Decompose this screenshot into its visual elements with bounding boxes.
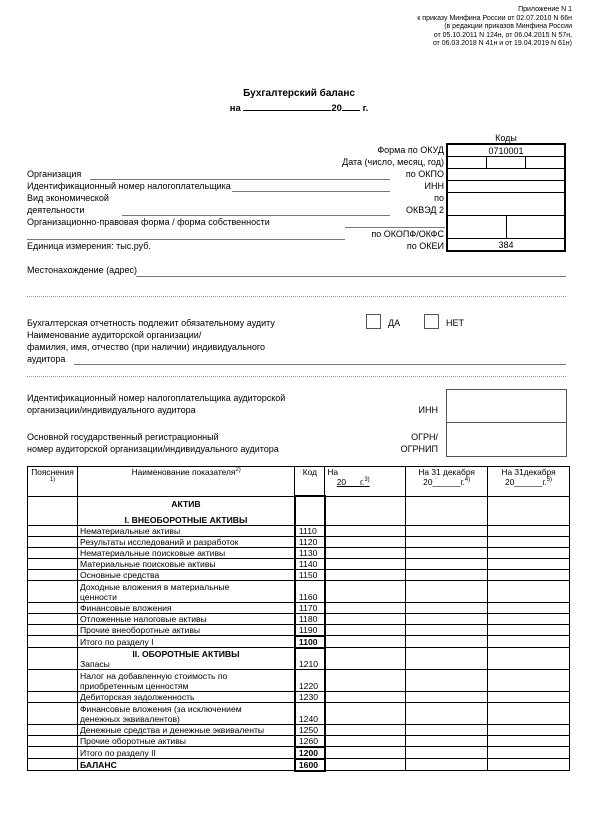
okopf-divider	[345, 227, 445, 228]
value-cell[interactable]	[488, 624, 570, 636]
col-period3-header: На 31декабря 20______г.$^{5)}$	[488, 467, 570, 497]
row-name: Прочие оборотные активы	[77, 735, 294, 747]
address-field-2[interactable]	[27, 296, 566, 297]
value-cell[interactable]	[406, 580, 488, 602]
value-cell[interactable]	[325, 558, 406, 569]
value-cell[interactable]	[325, 669, 406, 691]
row-code: 1150	[295, 569, 325, 580]
okud-code: 0710001	[447, 144, 565, 157]
okopf-cell[interactable]	[448, 216, 507, 238]
table-row-total	[28, 747, 570, 759]
value-cell[interactable]	[488, 558, 570, 569]
taxpayer-id-label: Идентификационный номер налогоплательщика	[27, 181, 231, 191]
col-notes-header: Пояснения $^{1)}$	[28, 467, 78, 497]
value-cell[interactable]	[325, 624, 406, 636]
table-row	[28, 735, 570, 747]
report-date-line	[0, 101, 598, 114]
value-cell[interactable]	[488, 724, 570, 735]
value-cell[interactable]	[406, 735, 488, 747]
value-cell[interactable]	[488, 580, 570, 602]
row-code: 1230	[295, 691, 325, 702]
row-code: 1160	[295, 580, 325, 602]
value-cell[interactable]	[406, 636, 488, 648]
value-cell[interactable]	[488, 702, 570, 724]
appendix-line: от 06.03.2018 N 41н и от 19.04.2019 N 61н)	[432, 40, 572, 48]
value-cell[interactable]	[325, 547, 406, 558]
appendix-line: к приказу Минфина России от 02.07.2010 N 66н	[417, 14, 572, 22]
col-period2-header: На 31 декабря 20______г.$^{4)}$	[406, 467, 488, 497]
value-cell[interactable]	[325, 735, 406, 747]
value-cell[interactable]	[488, 602, 570, 613]
table-row	[28, 580, 570, 602]
activity-label-2: деятельности	[27, 205, 85, 215]
value-cell[interactable]	[325, 569, 406, 580]
table-row	[28, 691, 570, 702]
row-name: Материальные поисковые активы	[77, 558, 294, 569]
auditor-inn-label-1: Идентификационный номер налогоплательщика аудиторской	[27, 393, 286, 403]
row-code: 1200	[295, 747, 325, 759]
date-day-month-field[interactable]	[243, 101, 331, 111]
table-row	[28, 648, 570, 659]
organization-field[interactable]	[90, 179, 390, 180]
value-cell[interactable]	[406, 669, 488, 691]
inn-cell[interactable]	[447, 181, 565, 193]
value-cell[interactable]	[325, 536, 406, 547]
row-code: 1110	[295, 525, 325, 536]
value-cell[interactable]	[325, 759, 406, 771]
row-name: Дебиторская задолженность	[77, 691, 294, 702]
section-active: АКТИВ	[77, 496, 294, 511]
row-name: Денежные средства и денежные эквиваленты	[77, 724, 294, 735]
activity-field[interactable]	[122, 215, 390, 216]
row-code: 1600	[295, 759, 325, 771]
value-cell[interactable]	[488, 747, 570, 759]
value-cell[interactable]	[325, 659, 406, 670]
audit-yes-label: ДА	[388, 318, 401, 328]
okpo-label: по ОКПО	[405, 169, 444, 179]
row-code: 1210	[295, 659, 325, 670]
table-row	[28, 669, 570, 691]
okved-label-2: ОКВЭД 2	[405, 205, 444, 215]
audit-yes-checkbox[interactable]	[366, 314, 381, 329]
value-cell[interactable]	[488, 569, 570, 580]
address-field[interactable]	[136, 276, 566, 277]
appendix-line: Приложение N 1	[518, 6, 572, 13]
activity-label-1: Вид экономической	[27, 193, 109, 203]
appendix-line: от 05.10.2011 N 124н, от 06.04.2015 N 57н,	[433, 31, 572, 39]
table-row	[28, 659, 570, 670]
value-cell[interactable]	[406, 536, 488, 547]
taxpayer-id-field[interactable]	[232, 191, 390, 192]
table-row	[28, 525, 570, 536]
okpo-cell[interactable]	[447, 169, 565, 181]
table-row	[28, 624, 570, 636]
col-period1-header: На 20 г.$^{3)}$	[325, 467, 406, 497]
date-label: Дата (число, месяц, год)	[342, 157, 444, 167]
audit-label: Бухгалтерская отчетность подлежит обязательному аудиту	[27, 318, 275, 328]
value-cell[interactable]	[406, 547, 488, 558]
date-day-cell[interactable]	[448, 157, 487, 168]
organization-label: Организация	[27, 169, 82, 179]
okved-cell[interactable]	[447, 193, 565, 216]
auditor-name-field-2[interactable]	[27, 376, 566, 377]
row-name: Отложенные налоговые активы	[77, 613, 294, 624]
value-cell[interactable]	[488, 669, 570, 691]
auditor-inn-cell[interactable]	[447, 390, 566, 423]
row-code: 1120	[295, 536, 325, 547]
row-name: Основные средства	[77, 569, 294, 580]
row-code: 1180	[295, 613, 325, 624]
codes-table	[446, 132, 566, 252]
auditor-name-label-2: фамилия, имя, отчество (при наличии) индивидуального	[27, 342, 265, 352]
date-month-cell[interactable]	[487, 157, 526, 168]
row-code: 1240	[295, 702, 325, 724]
row-name: Налог на добавленную стоимость по приобретенным ценностям	[77, 669, 294, 691]
date-suffix: г.	[362, 103, 369, 114]
auditor-inn-code-label: ИНН	[418, 405, 438, 415]
ogrn-cell[interactable]	[447, 423, 566, 456]
value-cell[interactable]	[406, 724, 488, 735]
table-row	[28, 702, 570, 724]
value-cell[interactable]	[406, 525, 488, 536]
row-code: 1220	[295, 669, 325, 691]
ogrn-label-1: Основной государственный регистрационный	[27, 432, 219, 442]
address-label: Местонахождение (адрес)	[27, 265, 137, 275]
value-cell[interactable]	[406, 747, 488, 759]
date-year-prefix: 20	[331, 103, 342, 114]
okei-code: 384	[447, 239, 565, 252]
section-row	[28, 496, 570, 511]
row-code: 1170	[295, 602, 325, 613]
value-cell[interactable]	[325, 747, 406, 759]
table-row-balance	[28, 759, 570, 771]
value-cell[interactable]	[488, 536, 570, 547]
row-code: 1250	[295, 724, 325, 735]
okud-label: Форма по ОКУД	[377, 145, 444, 155]
ogrn-label-2: номер аудиторской организации/индивидуального аудитора	[27, 444, 279, 454]
value-cell[interactable]	[325, 691, 406, 702]
row-code: 1140	[295, 558, 325, 569]
value-cell[interactable]	[488, 759, 570, 771]
auditor-name-field[interactable]	[74, 364, 566, 365]
table-row-total	[28, 636, 570, 648]
auditor-name-label-3: аудитора	[27, 354, 66, 364]
value-cell[interactable]	[488, 636, 570, 648]
appendix-line: (в редакции приказов Минфина России	[444, 23, 572, 31]
value-cell[interactable]	[406, 624, 488, 636]
okfs-cell[interactable]	[507, 216, 565, 238]
value-cell[interactable]	[325, 613, 406, 624]
row-name: Нематериальные активы	[77, 525, 294, 536]
table-row	[28, 613, 570, 624]
value-cell[interactable]	[406, 702, 488, 724]
date-year-cell[interactable]	[526, 157, 564, 168]
row-name: Доходные вложения в материальные ценности	[77, 580, 294, 602]
row-code: 1260	[295, 735, 325, 747]
value-cell[interactable]	[406, 602, 488, 613]
okei-label: по ОКЕИ	[406, 241, 444, 251]
table-header-row	[28, 467, 570, 497]
col-code-header: Код	[295, 467, 325, 497]
unit-label: Единица измерения: тыс.руб.	[27, 241, 151, 251]
value-cell[interactable]	[325, 525, 406, 536]
value-cell[interactable]	[488, 691, 570, 702]
row-name: БАЛАНС	[77, 759, 294, 771]
value-cell[interactable]	[488, 735, 570, 747]
row-name: Нематериальные поисковые активы	[77, 547, 294, 558]
date-year-field[interactable]	[342, 101, 360, 111]
value-cell[interactable]	[406, 613, 488, 624]
value-cell[interactable]	[488, 613, 570, 624]
value-cell[interactable]	[406, 659, 488, 670]
auditor-name-label-1: Наименование аудиторской организации/	[27, 330, 202, 340]
value-cell[interactable]	[488, 659, 570, 670]
value-cell[interactable]	[325, 580, 406, 602]
audit-no-label: НЕТ	[446, 318, 464, 328]
section-2-title: II. ОБОРОТНЫЕ АКТИВЫ	[77, 648, 294, 659]
legal-form-field[interactable]	[27, 239, 345, 240]
okopf-label: по ОКОПФ/ОКФС	[371, 229, 444, 239]
appendix-note	[272, 6, 572, 49]
table-row	[28, 547, 570, 558]
balance-table	[27, 466, 570, 772]
codes-header: Коды	[447, 132, 565, 144]
okved-label-1: по	[434, 193, 444, 203]
table-row	[28, 724, 570, 735]
row-name: Итого по разделу II	[77, 747, 294, 759]
ogrn-code-label-2: ОГРНИП	[400, 444, 438, 454]
table-row	[28, 602, 570, 613]
table-row	[28, 558, 570, 569]
value-cell[interactable]	[406, 558, 488, 569]
table-row	[28, 536, 570, 547]
col-name-header: Наименование показателя$^{2)}$	[77, 467, 294, 497]
value-cell[interactable]	[488, 525, 570, 536]
value-cell[interactable]	[406, 759, 488, 771]
table-row	[28, 569, 570, 580]
value-cell[interactable]	[325, 724, 406, 735]
value-cell[interactable]	[406, 691, 488, 702]
section-1-title: I. ВНЕОБОРОТНЫЕ АКТИВЫ	[77, 511, 294, 526]
row-name: Результаты исследований и разработок	[77, 536, 294, 547]
row-code: 1190	[295, 624, 325, 636]
value-cell[interactable]	[325, 602, 406, 613]
row-code: 1100	[295, 636, 325, 648]
legal-form-label: Организационно-правовая форма / форма собственности	[27, 217, 270, 227]
row-name: Прочие внеоборотные активы	[77, 624, 294, 636]
value-cell[interactable]	[325, 636, 406, 648]
row-name: Финансовые вложения (за исключением денежных эквивалентов)	[77, 702, 294, 724]
auditor-inn-label-2: организации/индивидуального аудитора	[27, 405, 196, 415]
date-prefix: на	[229, 103, 241, 114]
row-code: 1130	[295, 547, 325, 558]
value-cell[interactable]	[325, 702, 406, 724]
auditor-codes-box	[446, 389, 567, 457]
inn-label: ИНН	[424, 181, 444, 191]
ogrn-code-label-1: ОГРН/	[411, 432, 438, 442]
value-cell[interactable]	[406, 569, 488, 580]
row-name: Итого по разделу I	[77, 636, 294, 648]
audit-no-checkbox[interactable]	[424, 314, 439, 329]
value-cell[interactable]	[488, 547, 570, 558]
page-title: Бухгалтерский баланс	[243, 88, 355, 99]
section-row	[28, 511, 570, 526]
row-name: Финансовые вложения	[77, 602, 294, 613]
row-name: Запасы	[77, 659, 294, 670]
